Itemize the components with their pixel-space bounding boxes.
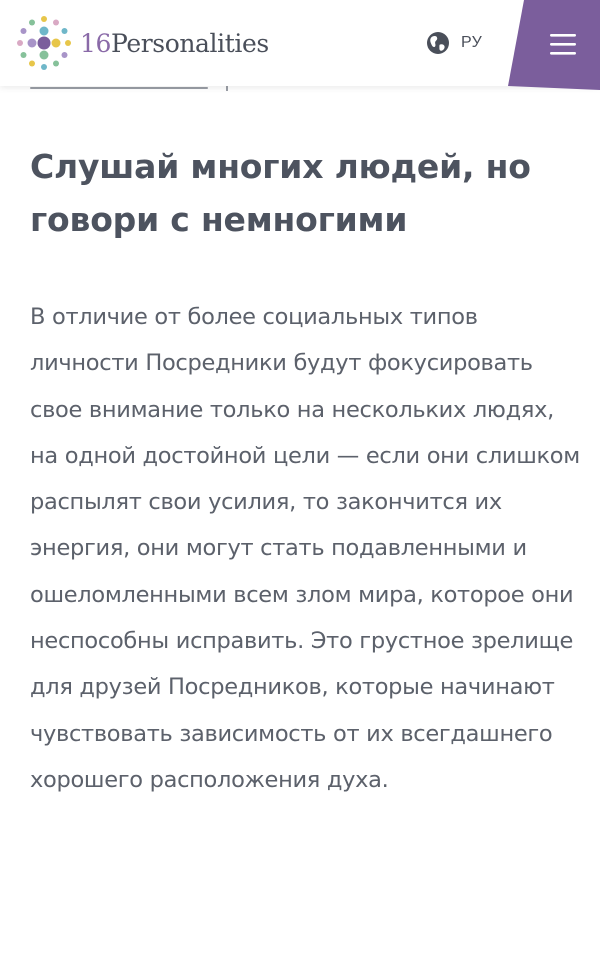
language-label: РУ — [461, 34, 483, 51]
site-header — [0, 0, 600, 86]
menu-button[interactable] — [508, 0, 600, 90]
cut-off-text-fragment — [30, 86, 240, 92]
site-logo[interactable] — [16, 15, 269, 71]
section-paragraph: В отличие от более социальных типов личности Посредники будут фокусировать свое внимание только на нескольких людях, на одной достойной цели — если они слишком распылят свои усилия, то закончится их энергия, они могут стать подавленными и ошеломленными всем злом мира, которое они неспособны исправить. Это грустное зрелище для друзей Посредников, которые начинают чувствовать зависимость от их всегдашнего хорошего расположения духа. — [30, 304, 580, 793]
personalities-dots-icon — [16, 15, 72, 71]
hamburger-menu-icon — [508, 0, 600, 90]
article-section — [30, 140, 580, 803]
logo-wordmark — [80, 28, 269, 58]
logo-number: 16 — [80, 28, 112, 58]
section-heading: Слушай многих людей, но говори с немногими — [30, 147, 531, 239]
globe-icon — [426, 31, 450, 55]
logo-word: Personalities — [111, 28, 269, 58]
language-switcher[interactable] — [426, 31, 482, 55]
